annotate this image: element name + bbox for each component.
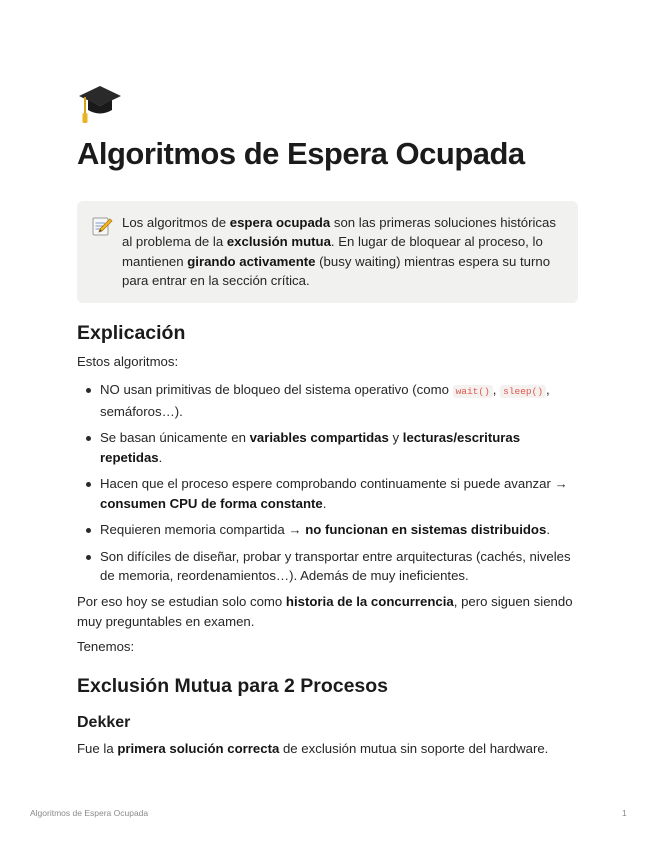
footer-page-number: 1 [622, 808, 627, 818]
list-item: Requieren memoria compartida → no funcionan en sistemas distribuidos. [77, 520, 577, 540]
characteristics-list [77, 380, 577, 593]
tenemos-text: Tenemos: [77, 639, 135, 654]
history-paragraph: Por eso hoy se estudian solo como historia de la concurrencia, pero siguen siendo muy preguntables en examen. [77, 594, 573, 629]
heading-dekker: Dekker [77, 714, 131, 731]
graduation-cap-icon [77, 80, 123, 126]
memo-pencil-icon [91, 215, 113, 237]
intro-callout [77, 201, 578, 303]
heading-exclusion-mutua: Exclusión Mutua para 2 Procesos [77, 675, 389, 697]
list-item: Se basan únicamente en variables compartidas y lecturas/escrituras repetidas. [77, 428, 577, 467]
code-wait: wait() [453, 385, 493, 398]
page-title: Algoritmos de Espera Ocupada [77, 136, 525, 171]
callout-text: Los algoritmos de espera ocupada son las primeras soluciones históricas al problema de la exclusión mutua. En lugar de bloquear al proceso, lo mantienen girando activamente (busy waiting) mientras espera su turno para entrar en la sección crítica. [122, 215, 556, 289]
heading-explicacion: Explicación [77, 322, 186, 344]
footer-document-title: Algoritmos de Espera Ocupada [30, 808, 149, 818]
dekker-paragraph: Fue la primera solución correcta de exclusión mutua sin soporte del hardware. [77, 741, 549, 756]
list-item: Hacen que el proceso espere comprobando continuamente si puede avanzar → consumen CPU de forma constante. [77, 474, 577, 513]
intro-text: Estos algoritmos: [77, 354, 179, 369]
list-item: NO usan primitivas de bloqueo del sistema operativo (como wait() , sleep() , semáforos…). [77, 380, 577, 421]
code-sleep: sleep() [500, 385, 546, 398]
list-item: Son difíciles de diseñar, probar y transportar entre arquitecturas (cachés, niveles de memoria, reordenamientos…). Además de muy ineficientes. [77, 547, 577, 586]
